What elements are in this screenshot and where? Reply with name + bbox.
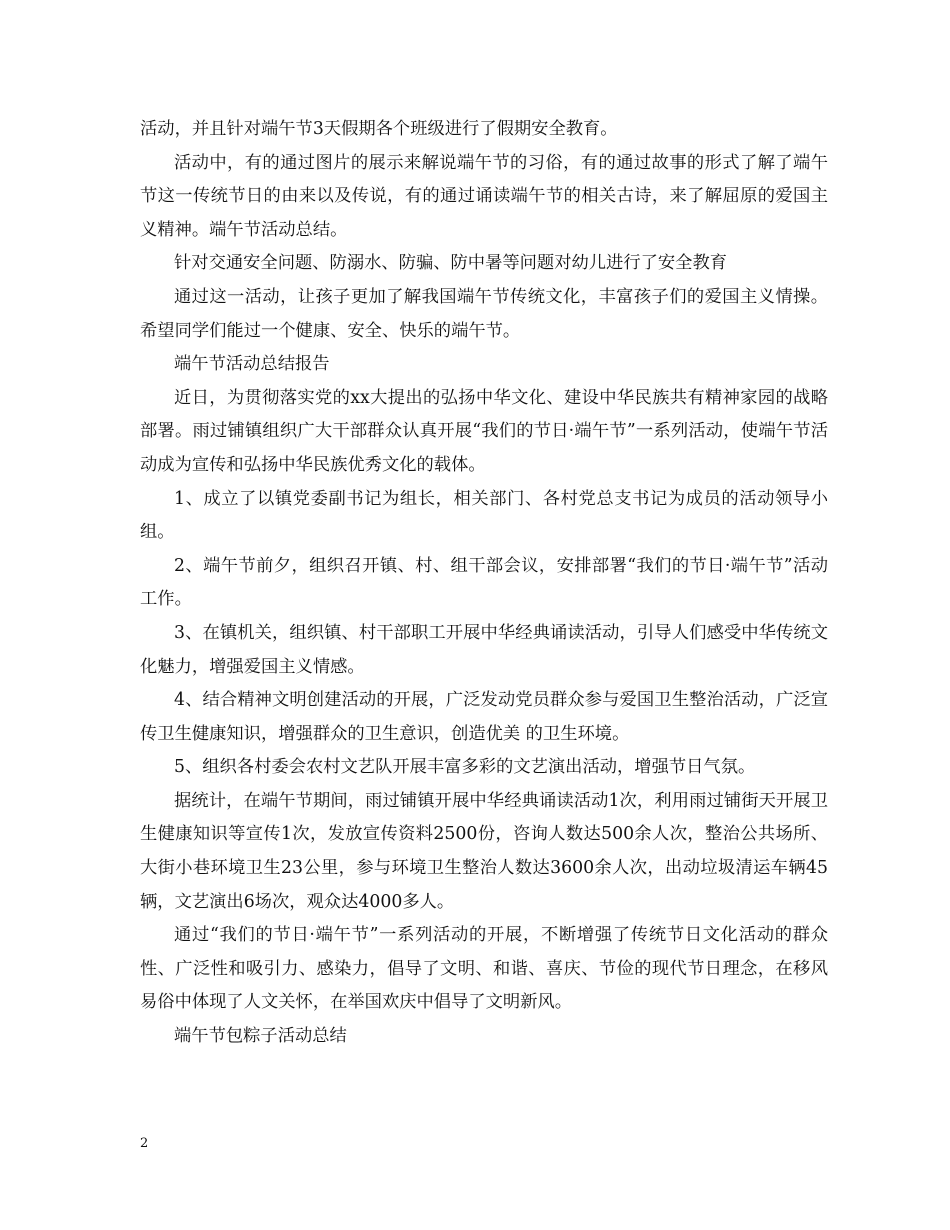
paragraph-safety-education: 针对交通安全问题、防溺水、防骗、防中暑等问题对幼儿进行了安全教育 bbox=[174, 253, 728, 274]
paragraph-introduction: 近日，为贯彻落实党的xx大提出的弘扬中华文化、建设中华民族共有精神家园的战略部署。雨过铺镇组织广大干部群众认真开展“我们的节日·端午节”一系列活动，使端午节活动成为宣传和弘扬中华民族优秀文化的载体。 bbox=[140, 387, 828, 475]
section-heading-summary-report: 端午节活动总结报告 bbox=[174, 354, 330, 375]
list-item-3: 3、在镇机关，组织镇、村干部职工开展中华经典诵读活动，引导人们感受中华传统文化魅力，增强爱国主义情感。 bbox=[140, 622, 828, 677]
paragraph-statistics: 据统计，在端午节期间，雨过铺镇开展中华经典诵读活动1次，利用雨过铺街天开展卫生健康知识等宣传1次，发放宣传资料2500份，咨询人数达500余人次，整治公共场所、大街小巷环境卫生23公里，参与环境卫生整治人数达3600余人次，出动垃圾清运车辆45辆，文艺演出6场次，观众达4000多人。 bbox=[140, 790, 828, 912]
document-body bbox=[140, 113, 828, 1054]
page-number: 2 bbox=[140, 1136, 149, 1151]
paragraph-continuation: 活动，并且针对端午节3天假期各个班级进行了假期安全教育。 bbox=[140, 119, 618, 139]
paragraph-activity-outcome: 通过这一活动，让孩子更加了解我国端午节传统文化，丰富孩子们的爱国主义情操。希望同学们能过一个健康、安全、快乐的端午节。 bbox=[140, 286, 828, 341]
paragraph-activity-forms: 活动中，有的通过图片的展示来解说端午节的习俗，有的通过故事的形式了解了端午节这一传统节日的由来以及传说，有的通过诵读端午节的相关古诗，来了解屈原的爱国主义精神。端午节活动总结。 bbox=[140, 152, 828, 240]
list-item-5: 5、组织各村委会农村文艺队开展丰富多彩的文艺演出活动，增强节日气氛。 bbox=[174, 757, 756, 778]
paragraph-conclusion: 通过“我们的节日·端午节”一系列活动的开展，不断增强了传统节日文化活动的群众性、广泛性和吸引力、感染力，倡导了文明、和谐、喜庆、节俭的现代节日理念，在移风易俗中体现了人文关怀，在举国欢庆中倡导了文明新风。 bbox=[140, 925, 828, 1013]
section-heading-zongzi-summary: 端午节包粽子活动总结 bbox=[174, 1026, 347, 1047]
list-item-1: 1、成立了以镇党委副书记为组长，相关部门、各村党总支书记为成员的活动领导小组。 bbox=[140, 488, 828, 543]
list-item-4: 4、结合精神文明创建活动的开展，广泛发动党员群众参与爱国卫生整治活动，广泛宣传卫生健康知识，增强群众的卫生意识，创造优美 的卫生环境。 bbox=[140, 690, 828, 744]
list-item-2: 2、端午节前夕，组织召开镇、村、组干部会议，安排部署“我们的节日·端午节”活动工作。 bbox=[140, 555, 828, 610]
